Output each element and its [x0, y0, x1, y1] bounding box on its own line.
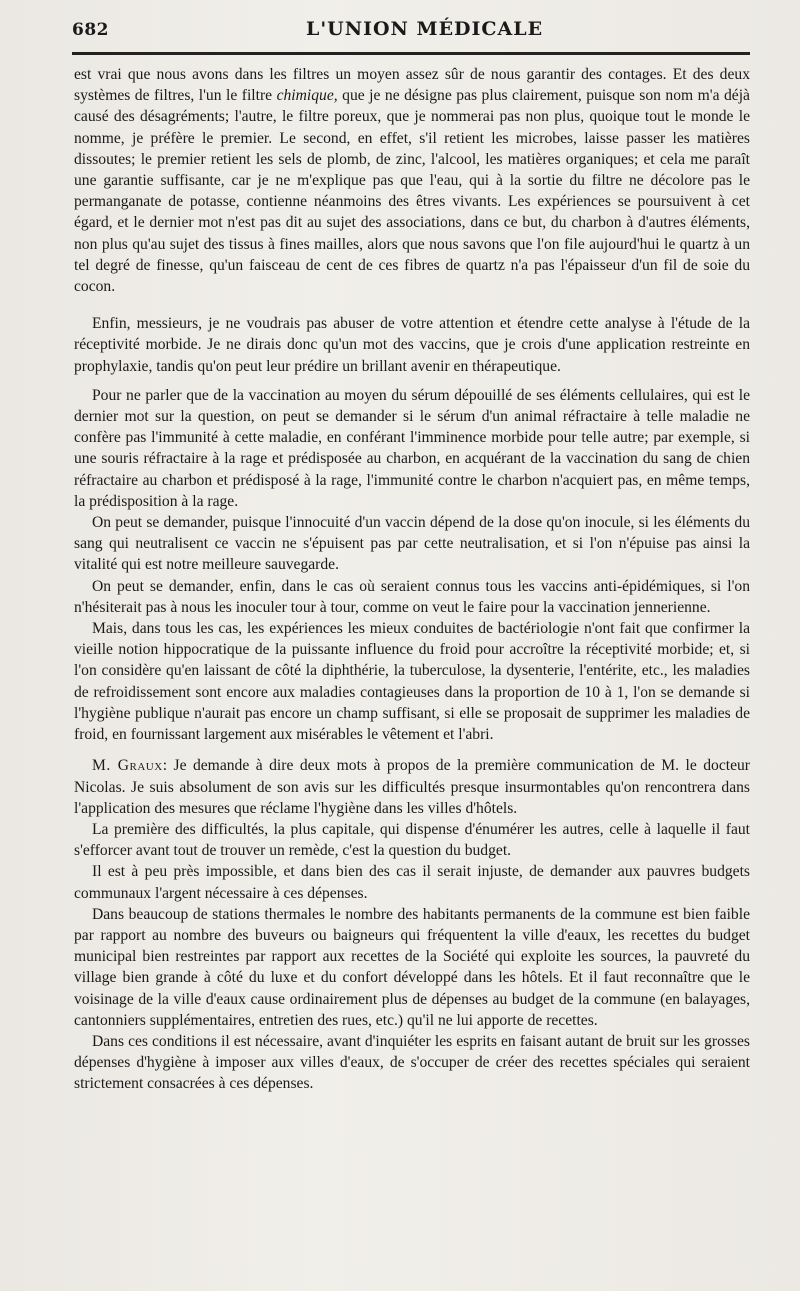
- emphasis-text: chimique,: [276, 87, 338, 105]
- paragraph: Pour ne parler que de la vaccination au moyen du sérum dépouillé de ses éléments cellulaires, qui est le dernier mot sur la question, on peut se demander si le sérum d'un animal réfractaire à telle maladie ne confère pas l'immunité à cette maladie, en conférant l'imminence morbide pour telle autre; par exemple, si une souris réfractaire à la rage et prédisposée au charbon, en acquérant de la vaccination du sang de chien réfractaire au charbon et prédisposé à la rage, l'immunité contre le charbon n'acquiert pas, en même temps, la prédisposition à la rage.: [74, 386, 750, 510]
- paragraph: [74, 755, 750, 819]
- speaker-name: M. Graux: [92, 757, 163, 775]
- page-number: 682: [72, 20, 109, 40]
- paragraph-text: est vrai que nous avons dans les filtres un moyen assez sûr de nous garantir des contages. Et des deux systèmes de filtres, l'un le filtre: [74, 66, 750, 105]
- paragraph: On peut se demander, enfin, dans le cas où seraient connus tous les vaccins anti-épidémiques, si l'on n'hésiterait pas à nous les inoculer tour à tour, comme on veut le faire pour la vaccination jennerienne.: [74, 577, 750, 616]
- paragraph: On peut se demander, puisque l'innocuité d'un vaccin dépend de la dose qu'on inocule, si les éléments du sang qui neutralisent ce vaccin ne s'épuisent pas par cette neutralisation, et si l'on n'épuise pas ainsi la vitalité qui est notre meilleure sauvegarde.: [74, 514, 750, 574]
- paragraph: Enfin, messieurs, je ne voudrais pas abuser de votre attention et étendre cette analyse à l'étude de la réceptivité morbide. Je ne dirais donc qu'un mot des vaccins, que je crois d'une application restreinte en prophylaxie, tandis qu'on peut leur prédire un brillant avenir en thérapeutique.: [74, 315, 750, 375]
- paragraph-text: : Je demande à dire deux mots à propos de la première communication de M. le docteur Nicolas. Je suis absolument de son avis sur les difficultés presque insurmontables qu'on rencontrera dans l'application des mesures que réclame l'hygiène dans les villes d'hôtels.: [74, 757, 750, 817]
- running-title: L'UNION MÉDICALE: [306, 18, 544, 40]
- paragraph: Dans ces conditions il est nécessaire, avant d'inquiéter les esprits en faisant autant de bruit sur les grosses dépenses d'hygiène à imposer aux villes d'eaux, de s'occuper de créer des recettes spéciales qui seraient strictement consacrées à ces dépenses.: [74, 1032, 750, 1093]
- paragraph: Dans beaucoup de stations thermales le nombre des habitants permanents de la commune est bien faible par rapport au nombre des buveurs ou baigneurs qui fréquentent la ville d'eaux, les recettes du budget municipal bien restreintes par rapport aux recettes de la Société qui exploite les sources, la pauvreté du village bien grande à côté du luxe et du confort développé dans les hôtels. Et il faut reconnaître que le voisinage de la ville d'eaux cause ordinairement plus de dépenses au budget de la commune (en balayages, cantonniers supplémentaires, entretien des rues, etc.) qu'il ne lui apporte de recettes.: [74, 905, 750, 1029]
- paragraph: Mais, dans tous les cas, les expériences les mieux conduites de bactériologie n'ont fait que confirmer la vieille notion hippocratique de la puissante influence du froid pour accroître la réceptivité morbide; et, si l'on considère qu'en laissant de côté la diphthérie, la tuberculose, la dysenterie, l'entérite, etc., les maladies de refroidissement sont encore aux maladies contagieuses dans la proportion de 10 à 1, l'on se demande si l'hygiène publique n'aurait pas encore un champ suffisant, si elle se proposait de supprimer les maladies de froid, en fournissant largement aux misérables le vêtement et l'abri.: [74, 620, 750, 744]
- article-body: [74, 64, 750, 1095]
- page-header: [72, 18, 752, 48]
- paragraph: La première des difficultés, la plus capitale, qui dispense d'énumérer les autres, celle à laquelle il faut s'efforcer avant tout de trouver un remède, c'est la question du budget.: [74, 820, 750, 860]
- paragraph: [74, 64, 750, 297]
- paragraph: Il est à peu près impossible, et dans bien des cas il serait injuste, de demander aux pauvres budgets communaux l'argent nécessaire à ces dépenses.: [74, 863, 750, 902]
- header-rule: [72, 52, 750, 55]
- paragraph-text: que je ne désigne pas plus clairement, puisque son nom m'a déjà causé des désagréments; l'autre, le filtre poreux, que je nommerai pas non plus, quoique tout le monde le nomme, je préfère le premier. Le second, en effet, s'il retient les microbes, laisse passer les matières dissoutes; le premier retient les sels de plomb, de zinc, l'alcool, les matières organiques; et cela me paraît une garantie suffisante, car je ne m'explique pas que l'eau, qui à la sortie du filtre ne décolore pas le permanganate de potasse, contienne néanmoins des êtres vivants. Les expériences se poursuivent à cet égard, et le dernier mot n'est pas dit au sujet des associations, dans ce but, du charbon à d'autres éléments, non plus qu'au sujet des tissus à fines mailles, alors que nous savons que l'on file aujourd'hui le quartz à un tel degré de finesse, qu'un faisceau de cent de ces fibres de quartz n'a pas l'épaisseur d'un fil de soie du cocon.: [74, 87, 750, 296]
